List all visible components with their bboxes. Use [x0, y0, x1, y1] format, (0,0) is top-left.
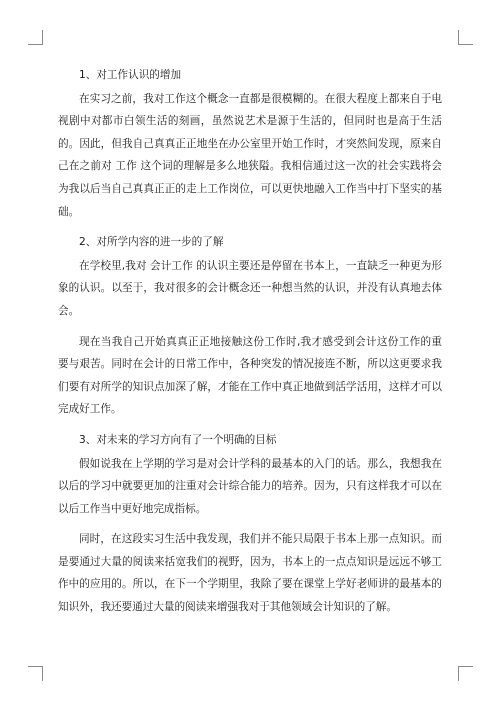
paragraph: 同时，在这段实习生活中我发现，我们并不能只局限于书本上那一点知识。而是要通过大量的阅读来括宽我们的视野，因为，书本上的一点点知识是远远不够工作中的应用的。所以，在下一个学期里，我除了要在课堂上学好老师讲的最基本的知识外，我还要通过大量的阅读来增强我对于其他领域会计知识的了解。	[58, 533, 442, 614]
crop-mark-top-right	[458, 30, 473, 45]
crop-mark-bottom-right	[458, 666, 473, 681]
document-body	[58, 64, 442, 627]
section-heading-3: 3、对未来的学习方向有了一个明确的目标	[79, 433, 277, 446]
section-heading-2: 2、对所学内容的进一步的了解	[79, 236, 224, 249]
crop-mark-bottom-left	[28, 666, 43, 681]
paragraph: 在学校里,我对 会计工作 的认识主要还是停留在书本上，一直缺乏一种更为形象的认识。以至于，我对很多的会计概念还一种想当然的认识，并没有认真地去体会。	[58, 259, 442, 317]
crop-mark-top-left	[28, 30, 43, 45]
section-heading-1: 1、对工作认识的增加	[79, 69, 182, 81]
paragraph: 在实习之前，我对工作这个概念一直都是很模糊的。在很大程度上都来自于电视剧中对都市白领生活的刻画，虽然说艺术是源于生活的，但同时也是高于生活的。因此，但我自己真真正正地坐在办公室里开始工作时，才突然间发现，原来自己在之前对 工作 这个词的理解是多么地狭隘。我相信通过这一次的社会实践将会为我以后当自己真真正正的走上工作岗位，可以更快地融入工作当中打下坚实的基础。	[58, 92, 442, 218]
paragraph: 现在当我自己开始真真正正地接触这份工作时,我才感受到会计这份工作的重要与艰苦。同时在会计的日常工作中，各种突发的情况接连不断，所以这更要求我们要有对所学的知识点加深了解，才能在工作中真正地做到活学活用，这样才可以完成好工作。	[58, 335, 442, 416]
paragraph: 假如说我在上学期的学习是对会计学科的最基本的入门的话。那么，我想我在以后的学习中就要更加的注重对会计综合能力的培养。因为，只有这样我才可以在以后工作当中更好地完成指标。	[58, 457, 442, 515]
